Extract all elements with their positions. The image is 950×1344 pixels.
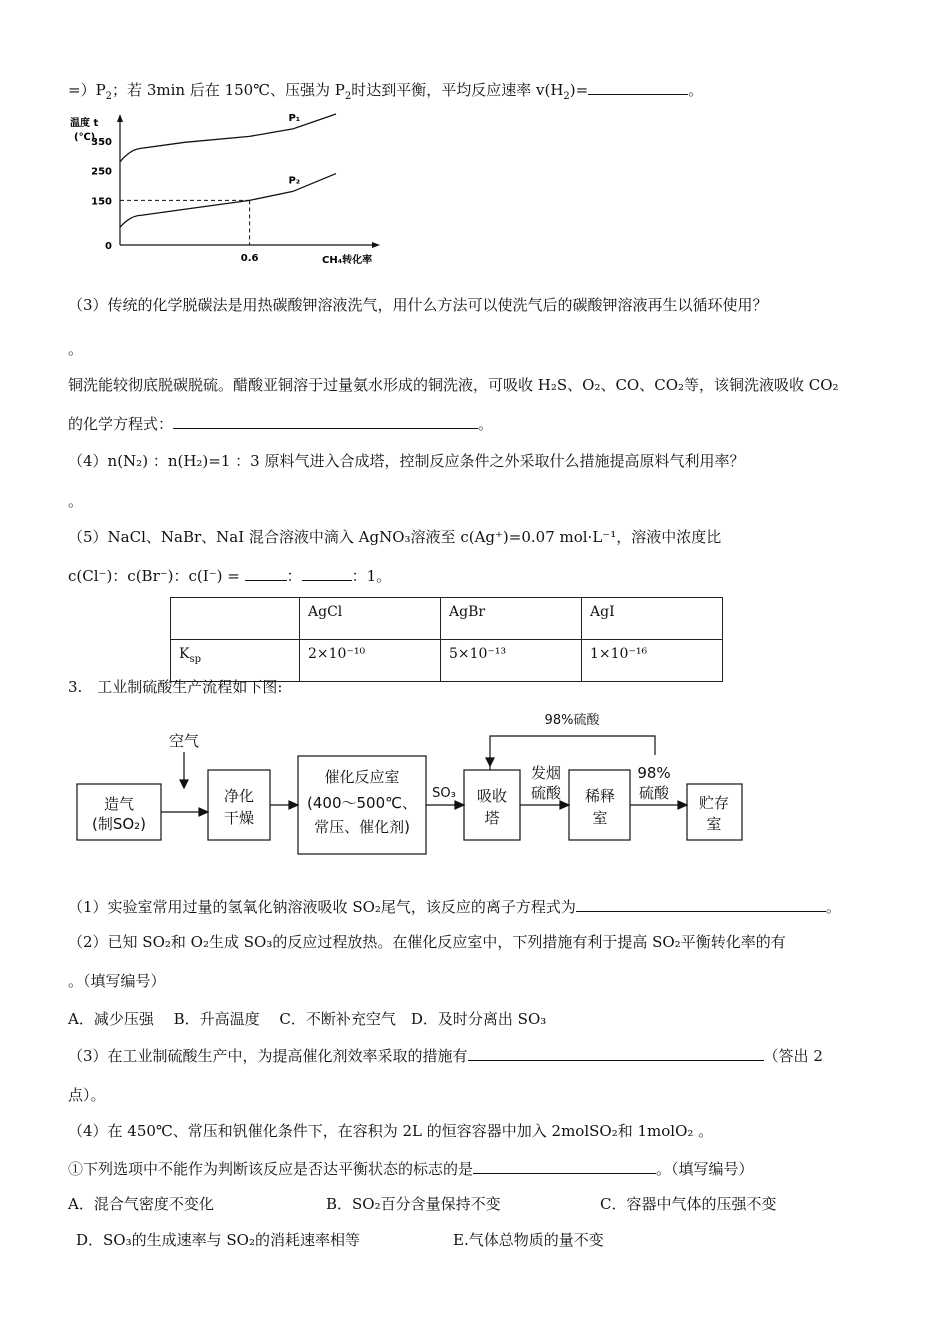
table-cell: AgCl: [300, 598, 441, 640]
table-cell: [171, 598, 300, 640]
table-cell: 5×10⁻¹³: [441, 640, 582, 682]
p3-q2-line2: 。（填写编号）: [68, 972, 166, 990]
q4-line2: 。: [68, 492, 84, 510]
table-cell: $K_{sp}$: [171, 640, 300, 682]
answer-blank[interactable]: [473, 1157, 656, 1174]
x-tick-label: 0.6: [240, 253, 259, 264]
svg-text:净化: 净化: [223, 787, 255, 805]
x-axis-label: CH₄转化率: [322, 255, 373, 266]
q3-line2: 。: [68, 340, 84, 358]
y-tick-label: 350: [91, 136, 112, 148]
answer-blank[interactable]: [302, 564, 352, 581]
q2-continuation: $=)P_2$；若 3min 后在 150℃、压强为 $P_2$时达到平衡，平均反应速率 $v(H_2)=$ 。: [68, 78, 890, 101]
p3-q2-options: A．减少压强 B．升高温度 C．不断补充空气 D．及时分离出 SO₃: [68, 1010, 547, 1028]
series-label-1: P₁: [288, 112, 301, 124]
series-line-1: [120, 114, 336, 162]
answer-blank[interactable]: [576, 895, 826, 912]
p3-q3-line2: 点）。: [68, 1086, 106, 1104]
sulfuric-acid-flow-diagram: [60, 700, 780, 860]
table-cell: 1×10⁻¹⁶: [582, 640, 723, 682]
table-cell: AgI: [582, 598, 723, 640]
q5-line1: （5）NaCl、NaBr、NaI 混合溶液中滴入 AgNO₃溶液至 c(Ag⁺)=0.07 mol·L⁻¹，溶液中浓度比: [68, 528, 722, 546]
svg-text:催化反应室: 催化反应室: [324, 768, 400, 786]
answer-blank[interactable]: [245, 564, 287, 581]
y-tick-label: 0: [105, 241, 112, 252]
q3-line3: 铜洗能较彻底脱碳脱硫。醋酸亚铜溶于过量氨水形成的铜洗液，可吸收 H₂S、O₂、CO、CO₂等，该铜洗液吸收 CO₂: [68, 376, 839, 394]
svg-text:室: 室: [592, 809, 608, 827]
answer-blank[interactable]: [588, 78, 688, 95]
y-tick-label: 250: [91, 166, 112, 178]
table-cell: 2×10⁻¹⁰: [300, 640, 441, 682]
y-axis-unit: (℃): [74, 132, 96, 143]
q5-line2: c(Cl⁻)：c(Br⁻)：c(I⁻) = ： ：1。: [68, 564, 890, 587]
y-axis-arrow: [117, 114, 123, 122]
q3-line4: 的化学方程式： 。: [68, 412, 890, 435]
svg-text:造气: 造气: [103, 795, 135, 813]
p3-q2-line1: （2）已知 SO₂和 O₂生成 SO₃的反应过程放热。在催化反应室中，下列措施有利于提高 SO₂平衡转化率的有: [68, 933, 786, 951]
answer-blank[interactable]: [173, 412, 478, 429]
svg-text:常压、催化剂): 常压、催化剂): [314, 818, 410, 836]
label-98-top: 98%硫酸: [544, 713, 600, 728]
y-ticks: [91, 137, 112, 252]
svg-text:稀释: 稀释: [584, 787, 616, 805]
ksp-table: [170, 597, 723, 682]
svg-text:发烟: 发烟: [530, 764, 562, 782]
table-row: [171, 598, 723, 640]
svg-text:吸收: 吸收: [476, 787, 508, 805]
box-purify: [208, 770, 270, 840]
svg-text:SO₃: SO₃: [432, 786, 456, 801]
recycle-line: [490, 736, 655, 770]
label-air: 空气: [168, 732, 200, 750]
box-absorb: [464, 770, 520, 840]
svg-text:贮存: 贮存: [698, 794, 730, 812]
y-axis-label: 温度 t: [70, 118, 99, 129]
q4-line1: （4）n(N₂) ：n(H₂)=1 ：3 原料气进入合成塔，控制反应条件之外采取什么措施提高原料气利用率？: [68, 452, 745, 470]
temperature-conversion-chart: [68, 112, 408, 272]
x-axis-arrow: [372, 242, 380, 248]
p3-q4-line1: （4）在 450℃、常压和钒催化条件下，在容积为 2L 的恒容容器中加入 2molSO₂和 1molO₂ 。: [68, 1122, 714, 1140]
problem3-title: 3. 工业制硫酸生产流程如下图:: [68, 678, 283, 696]
p3-q4-sub1: ①下列选项中不能作为判断该反应是否达平衡状态的标志的是 。（填写编号）: [68, 1157, 890, 1180]
svg-text:塔: 塔: [484, 809, 500, 827]
q3-line1: （3）传统的化学脱碳法是用热碳酸钾溶液洗气，用什么方法可以使洗气后的碳酸钾溶液再生以循环使用？: [68, 296, 768, 314]
svg-text:(400～500℃、: (400～500℃、: [307, 794, 417, 812]
svg-text:硫酸: 硫酸: [530, 784, 562, 802]
svg-text:室: 室: [706, 815, 722, 833]
series-label-2: P₂: [288, 175, 301, 187]
svg-text:98%: 98%: [637, 764, 671, 782]
p3-q1: （1）实验室常用过量的氢氧化钠溶液吸收 SO₂尾气，该反应的离子方程式为 。: [68, 895, 890, 918]
box-dilute: [569, 770, 630, 840]
svg-text:硫酸: 硫酸: [638, 784, 670, 802]
series-lines: [120, 113, 336, 264]
p3-q3: （3）在工业制硫酸生产中，为提高催化剂效率采取的措施有 （答出 2: [68, 1044, 890, 1067]
answer-blank[interactable]: [468, 1044, 764, 1061]
y-tick-label: 150: [91, 196, 112, 208]
svg-text:(制SO₂): (制SO₂): [91, 815, 147, 833]
svg-text:干燥: 干燥: [223, 809, 255, 827]
table-cell: AgBr: [441, 598, 582, 640]
